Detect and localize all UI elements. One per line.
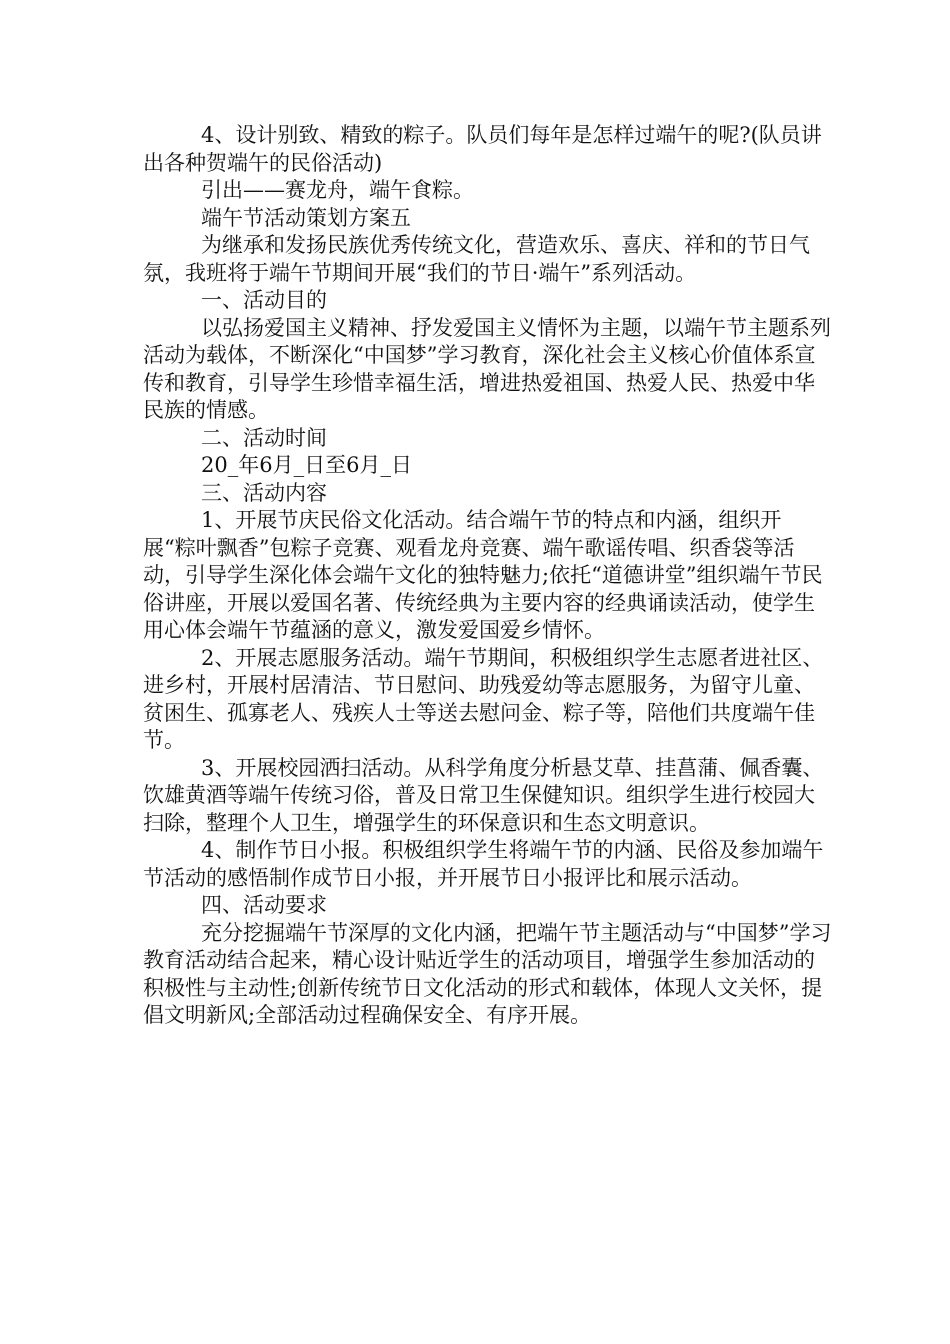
section-title-plan-five: 端午节活动策划方案五 [201, 205, 411, 230]
paragraph-content-3: 3、开展校园洒扫活动。从科学角度分析悬艾草、挂菖蒲、佩香囊、饮雄黄酒等端午传统习俗，普及日常卫生保健知识。组织学生进行校园大扫除，整理个人卫生，增强学生的环保意识和生态文明意识。 [143, 755, 824, 835]
heading-content: 三、活动内容 [201, 480, 327, 505]
heading-purpose: 一、活动目的 [201, 288, 327, 312]
paragraph-purpose: 以弘扬爱国主义精神、抒发爱国主义情怀为主题，以端午节主题系列活动为载体，不断深化“中国梦”学习教育，深化社会主义核心价值体系宣传和教育，引导学生珍惜幸福生活，增进热爱祖国、热爱人民、热爱中华民族的情感。 [143, 315, 831, 422]
paragraph-item-4-intro: 4、设计别致、精致的粽子。队员们每年是怎样过端午的呢?(队员讲出各种贺端午的民俗活动) [143, 123, 822, 175]
paragraph-lead-dragon-boat: 引出——赛龙舟，端午食粽。 [201, 178, 474, 202]
paragraph-content-1: 1、开展节庆民俗文化活动。结合端午节的特点和内涵，组织开展“粽叶飘香”包粽子竞赛、观看龙舟竞赛、端午歌谣传唱、织香袋等活动，引导学生深化体会端午文化的独特魅力;依托“道德讲堂”组织端午节民俗讲座，开展以爱国名著、传统经典为主要内容的经典诵读活动，使学生用心体会端午节蕴涵的意义，激发爱国爱乡情怀。 [143, 508, 823, 642]
heading-time: 二、活动时间 [201, 425, 327, 450]
paragraph-content-2: 2、开展志愿服务活动。端午节期间，积极组织学生志愿者进社区、进乡村，开展村居清洁、节日慰问、助残爱幼等志愿服务，为留守儿童、贫困生、孤寡老人、残疾人士等送去慰问金、粽子等，陪他们共度端午佳节。 [143, 645, 824, 752]
paragraph-requirements: 充分挖掘端午节深厚的文化内涵，把端午节主题活动与“中国梦”学习教育活动结合起来，精心设计贴近学生的活动项目，增强学生参加活动的积极性与主动性;创新传统节日文化活动的形式和载体，体现人文关怀，提倡文明新风;全部活动过程确保安全、有序开展。 [143, 920, 832, 1027]
paragraph-time: 20_年6月_日至6月_日 [201, 453, 412, 477]
heading-requirements: 四、活动要求 [201, 893, 327, 917]
document-body [143, 122, 833, 1030]
paragraph-content-4: 4、制作节日小报。积极组织学生将端午节的内涵、民俗及参加端午节活动的感悟制作成节日小报，并开展节日小报评比和展示活动。 [143, 838, 824, 890]
paragraph-intro: 为继承和发扬民族优秀传统文化，营造欢乐、喜庆、祥和的节日气氛，我班将于端午节期间开展“我们的节日·端午”系列活动。 [143, 233, 810, 285]
